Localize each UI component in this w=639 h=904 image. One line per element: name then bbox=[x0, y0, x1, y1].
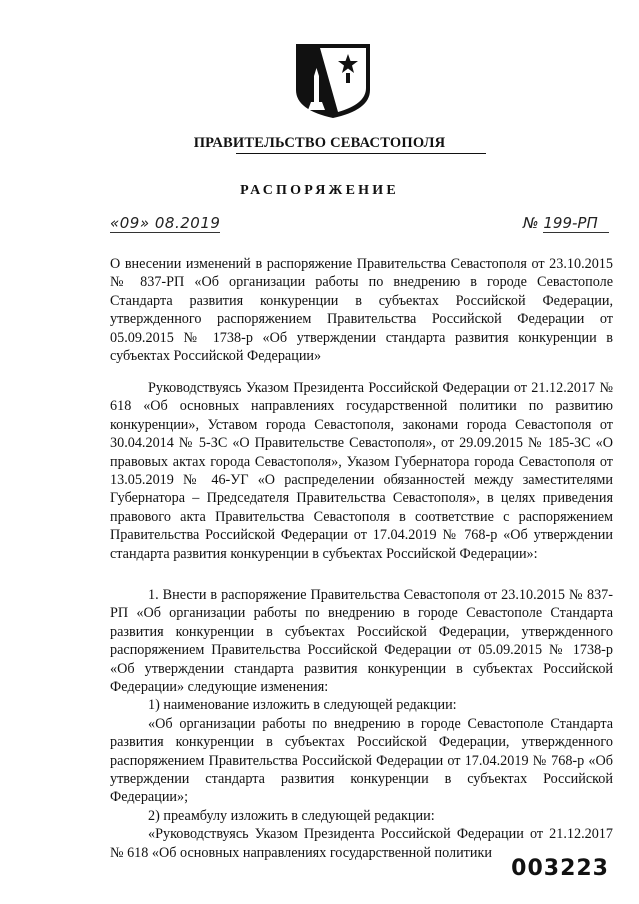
title-underline bbox=[236, 153, 486, 154]
document-subject bbox=[110, 255, 613, 365]
document-body bbox=[110, 586, 613, 862]
body-paragraph: 1) наименование изложить в следующей редакции: bbox=[148, 697, 457, 714]
document-type-heading: РАСПОРЯЖЕНИЕ bbox=[240, 183, 399, 198]
subject-paragraph: О внесении изменений в распоряжение Правительства Севастополя от 23.10.2015 № 837-РП «Об организации работы по внедрению в городе Севастополе Стандарта развития конкуренции в субъектах Российской Федерации, утвержденного распоряжением Правительства Российской Федерации от 05.09.2015 № 1738-р «Об утверждении стандарта развития конкуренции в субъектах Российской Федерации» bbox=[110, 256, 613, 365]
number-underline bbox=[543, 232, 609, 233]
body-paragraph: «Руководствуясь Указом Президента Российской Федерации от 21.12.2017 № 618 «Об основных направлениях государственной политики bbox=[110, 826, 613, 861]
body-paragraph: 2) преамбулу изложить в следующей редакции: bbox=[148, 807, 435, 824]
serial-number: 003223 bbox=[511, 856, 609, 881]
sevastopol-coat-of-arms-icon bbox=[292, 40, 374, 120]
document-number: № 199-РП bbox=[523, 214, 598, 232]
date-underline bbox=[110, 232, 220, 233]
body-paragraph: 1. Внести в распоряжение Правительства Севастополя от 23.10.2015 № 837-РП «Об организации работы по внедрению в городе Севастополе Стандарта развития конкуренции в субъектах Российской Федерации, утвержденного распоряжением Правительства Российской Федерации от 05.09.2015 № 1738-р «Об утверждении стандарта развития конкуренции в субъектах Российской Федерации» следующие изменения: bbox=[110, 587, 613, 696]
government-title: ПРАВИТЕЛЬСТВО СЕВАСТОПОЛЯ bbox=[193, 135, 446, 151]
preamble-paragraph: Руководствуясь Указом Президента Российской Федерации от 21.12.2017 № 618 «Об основных направлениях государственной политики по развитию конкуренции», Уставом города Севастополя, законами города Севастополя от 30.04.2014 № 5-ЗС «О Правительстве Севастополя», от 29.09.2015 № 185-ЗС «О правовых актах города Севастополя», Указом Губернатора города Севастополя от 13.05.2019 № 46-УГ «О распределении обязанностей между заместителями Губернатора – Председателя Правительства Севастополя», в целях приведения правового акта Правительства Севастополя в соответствие с распоряжением Правительства Российской Федерации от 17.04.2019 № 768-р «Об утверждении стандарта развития конкуренции в субъектах Российской Федерации»: bbox=[110, 380, 613, 562]
body-paragraph: «Об организации работы по внедрению в городе Севастополе Стандарта развития конкуренции в субъектах Российской Федерации, утвержденного распоряжением Правительства Российской Федерации от 17.04.2019 № 768-р «Об утверждении стандарта развития конкуренции в субъектах Российской Федерации»; bbox=[110, 715, 613, 806]
document-preamble bbox=[110, 379, 613, 563]
document-date: «09» 08.2019 bbox=[110, 214, 221, 232]
